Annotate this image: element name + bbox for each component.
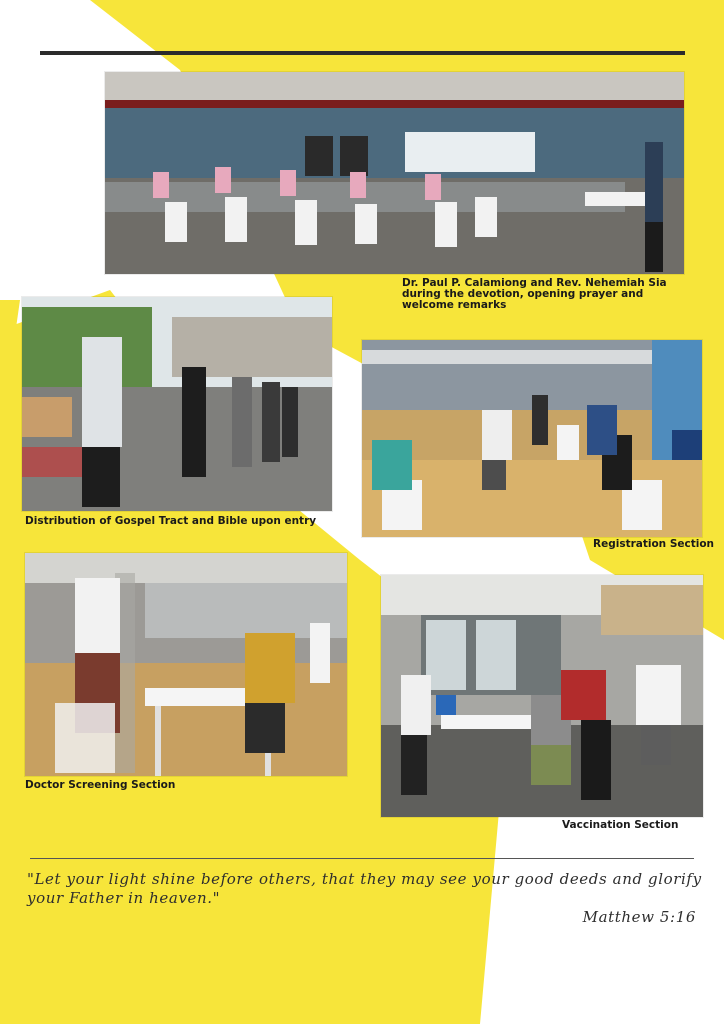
bible-quote: "Let your light shine before others, that they may see your good deeds and glorify your Father in heaven.": [27, 870, 702, 907]
caption-doctor-screening: Doctor Screening Section: [25, 779, 176, 791]
caption-vaccination: Vaccination Section: [562, 819, 679, 831]
photo-doctor-screening: [25, 553, 347, 776]
photo-vaccination: [381, 575, 703, 817]
bible-reference: Matthew 5:16: [582, 908, 696, 926]
photo-devotion: [105, 72, 684, 274]
top-divider: [40, 51, 685, 55]
bottom-divider: [30, 858, 694, 859]
photo-registration: [362, 340, 702, 537]
caption-devotion: Dr. Paul P. Calamiong and Rev. Nehemiah Sia during the devotion, opening prayer and welcome remarks: [402, 277, 667, 311]
caption-distribution: Distribution of Gospel Tract and Bible upon entry: [25, 515, 317, 527]
caption-registration: Registration Section: [593, 538, 715, 550]
photo-distribution: [22, 297, 332, 511]
